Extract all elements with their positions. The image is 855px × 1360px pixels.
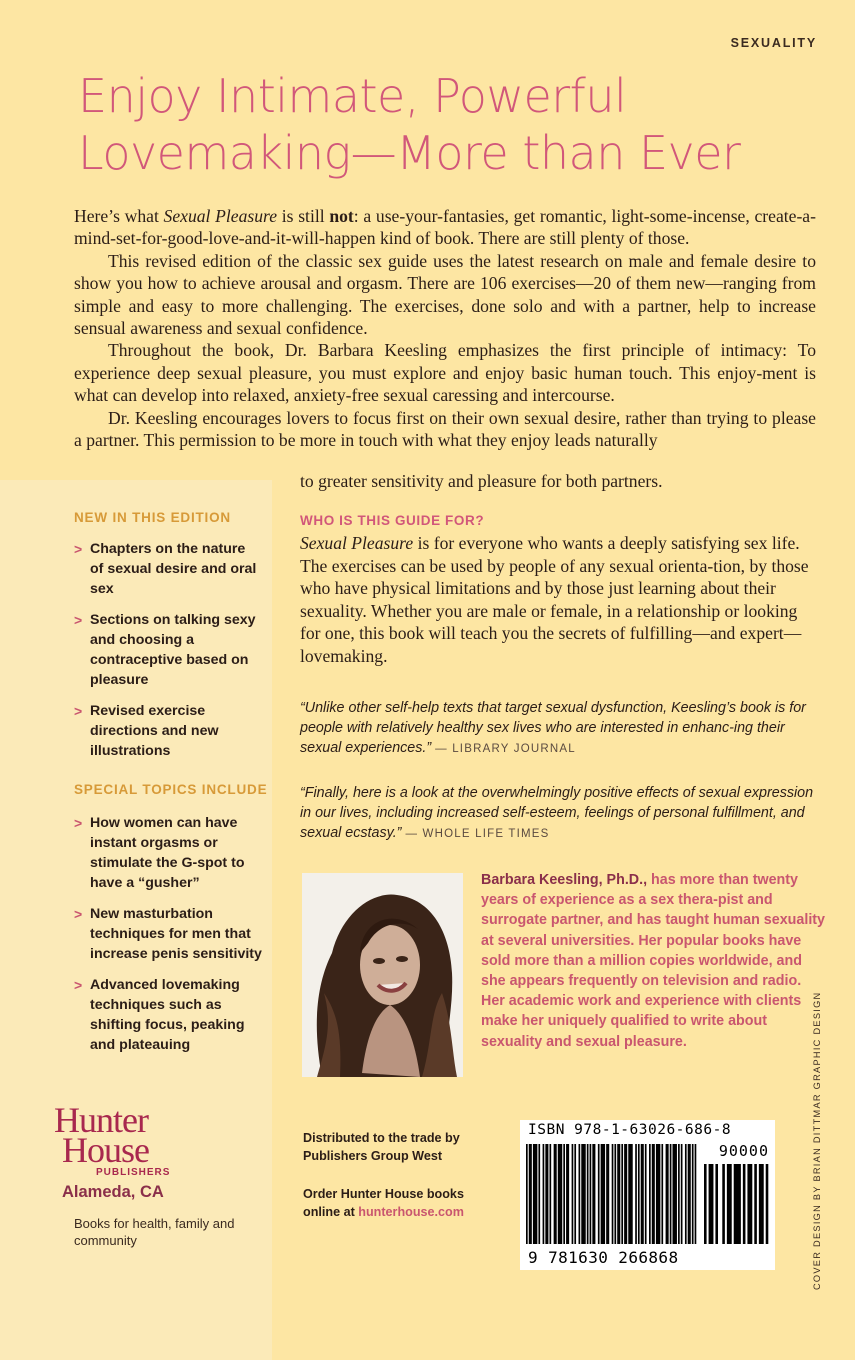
addon-bar (734, 1164, 737, 1244)
special-topics-list (74, 813, 264, 1066)
book-title: Sexual Pleasure (300, 533, 414, 553)
who-body-text: is for everyone who wants a deeply satisfying sex life. The exercises can be used by people of any sexual orienta-tion, by those who have physical limitations and by those just learning about their sexuality. Whether you are male or female, in a relationship or looking for one, this book will teach you the secrets of fulfilling—and expert—lovemaking. (300, 533, 809, 666)
intro-paragraph-3: Throughout the book, Dr. Barbara Keesling emphasizes the first principle of intimacy: To experience deep sexual pleasure, you must explore and enjoy basic human touch. This enjoy-ment is what can develop into relaxed, anxiety-free sexual caressing and intercourse. (74, 340, 816, 406)
barcode-bar (579, 1144, 581, 1244)
barcode-bar (549, 1144, 551, 1244)
list-item-text: Advanced lovemaking techniques such as shifting focus, peaking and plateauing (90, 977, 245, 1053)
addon-bar (736, 1164, 739, 1244)
barcode-bar (572, 1144, 574, 1244)
arrow-icon: > (74, 703, 83, 719)
intro-paragraph-4: Dr. Keesling encourages lovers to focus first on their own sexual desire, rather than trying to please a partner. This permission to be more in touch with what they enjoy leads naturally (74, 407, 816, 451)
barcode-bar (567, 1144, 569, 1244)
special-topics-heading: SPECIAL TOPICS INCLUDE (74, 782, 268, 797)
arrow-icon: > (74, 541, 83, 557)
barcode-bar (670, 1144, 672, 1244)
quote-source: — WHOLE LIFE TIMES (405, 828, 550, 840)
quote-whole-life-times (300, 783, 820, 844)
addon-bar (759, 1164, 762, 1244)
list-item (74, 975, 264, 1055)
barcode-bar (681, 1144, 683, 1244)
barcode-bar (685, 1144, 687, 1244)
headline-line-1: Enjoy Intimate, Powerful (78, 69, 627, 123)
barcode-bar (695, 1144, 697, 1244)
barcode-bar (621, 1144, 623, 1244)
barcode-bar (547, 1144, 549, 1244)
barcode-bar (675, 1144, 677, 1244)
order-line-1: Order Hunter House books (303, 1187, 464, 1201)
arrow-icon: > (74, 977, 83, 993)
order-line-2 (303, 1203, 503, 1221)
headline (78, 68, 838, 182)
barcode-bar (612, 1144, 614, 1244)
intro-text-b: is still (277, 206, 330, 226)
barcode-bar (555, 1144, 557, 1244)
distribution-info (303, 1129, 503, 1165)
distribution-line-2: Publishers Group West (303, 1149, 443, 1163)
list-item-text: New masturbation techniques for men that increase penis sensitivity (90, 906, 262, 962)
isbn-text: ISBN 978-1-63026-686-8 (528, 1122, 732, 1138)
list-item (74, 701, 259, 761)
barcode-block (520, 1120, 775, 1270)
logo-sub: PUBLISHERS (96, 1167, 171, 1178)
who-body (300, 532, 820, 667)
addon-bar (766, 1164, 769, 1244)
barcode-bar (638, 1144, 640, 1244)
category-label: SEXUALITY (730, 36, 817, 50)
arrow-icon: > (74, 906, 83, 922)
new-edition-heading: NEW IN THIS EDITION (74, 510, 231, 525)
barcode-bar (598, 1144, 600, 1244)
addon-bar (729, 1164, 732, 1244)
barcode-bar (649, 1144, 651, 1244)
barcode-bar (631, 1144, 633, 1244)
addon-bar (704, 1164, 707, 1244)
addon-bar (709, 1164, 712, 1244)
barcode-bar (603, 1144, 605, 1244)
author-portrait-image (302, 873, 463, 1077)
intro-paragraph-1 (74, 205, 816, 250)
barcode-bar (653, 1144, 655, 1244)
logo-line-1: Hunter (54, 1100, 148, 1140)
barcode-bar (642, 1144, 644, 1244)
addon-bar (750, 1164, 753, 1244)
list-item-text: How women can have instant orgasms or stimulate the G-spot to have a “gusher” (90, 815, 245, 891)
publisher-logo (52, 1100, 192, 1180)
barcode-bar (659, 1144, 661, 1244)
order-info (303, 1185, 503, 1221)
barcode-bar (561, 1144, 563, 1244)
publisher-city: Alameda, CA (62, 1183, 164, 1201)
order-prefix: online at (303, 1205, 359, 1219)
addon-bar (761, 1164, 764, 1244)
logo-line-2: House (62, 1130, 149, 1170)
list-item-text: Sections on talking sexy and choosing a contraceptive based on pleasure (90, 612, 256, 688)
addon-bar (715, 1164, 718, 1244)
barcode-bar (619, 1144, 621, 1244)
barcode-bar (574, 1144, 576, 1244)
barcode-bar (608, 1144, 610, 1244)
barcode-bar (590, 1144, 592, 1244)
barcode-bar (587, 1144, 589, 1244)
author-bio-text: has more than twenty years of experience as a sex thera-pist and surrogate partner, and has taught human sexuality at several universities. Her popular books have sold more than a million copies worldwide, and she appears frequently on television and radio. Her academic work and experience with clients make her uniquely qualified to write about sexuality and sexual pleasure. (481, 872, 825, 1050)
barcode-bar (689, 1144, 691, 1244)
addon-bar (722, 1164, 725, 1244)
price-code: 90000 (718, 1142, 769, 1160)
addon-bar (727, 1164, 730, 1244)
intro-paragraph-4-end: to greater sensitivity and pleasure for both partners. (300, 471, 663, 491)
barcode-bar (584, 1144, 586, 1244)
barcode-bar (661, 1144, 663, 1244)
list-item (74, 813, 264, 893)
barcode-bar (645, 1144, 647, 1244)
addon-bar (747, 1164, 750, 1244)
barcode-bar (538, 1144, 540, 1244)
new-edition-list (74, 539, 259, 772)
barcode-bar (692, 1144, 694, 1244)
addon-bar (711, 1164, 714, 1244)
barcode-bar (543, 1144, 545, 1244)
barcode-bar (536, 1144, 538, 1244)
barcode-bar (614, 1144, 616, 1244)
intro-paragraph-2: This revised edition of the classic sex guide uses the latest research on male and female desire to show you how to achieve arousal and orgasm. There are 106 exercises—20 of them new—ranging from simple and easy to more challenging. The exercises, done solo and with a partner, help to increase sensual awareness and sexual confidence. (74, 250, 816, 339)
author-bio (481, 870, 826, 1052)
addon-bar (754, 1164, 757, 1244)
barcode-bar (526, 1144, 528, 1244)
author-name: Barbara Keesling, Ph.D., (481, 872, 648, 888)
list-item (74, 539, 259, 599)
list-item (74, 904, 264, 964)
quote-source: — LIBRARY JOURNAL (435, 743, 576, 755)
quote-library-journal (300, 698, 820, 759)
cover-design-credit: COVER DESIGN BY BRIAN DITTMAR GRAPHIC DESIGN (812, 991, 822, 1290)
quote-text: “Unlike other self-help texts that target sexual dysfunction, Keesling’s book is for people with relatively healthy sex lives who are interested in enhanc-ing their sexual experiences.” (300, 700, 806, 756)
website-link[interactable]: hunterhouse.com (358, 1205, 464, 1219)
barcode-bar (626, 1144, 628, 1244)
addon-bar (738, 1164, 741, 1244)
who-heading: WHO IS THIS GUIDE FOR? (300, 513, 485, 528)
publisher-tagline: Books for health, family and community (74, 1216, 235, 1248)
barcode-bar (667, 1144, 669, 1244)
barcode-number: 9 781630 266868 (528, 1248, 679, 1267)
barcode-bar (594, 1144, 596, 1244)
arrow-icon: > (74, 815, 83, 831)
book-title: Sexual Pleasure (163, 206, 278, 226)
barcode-bar (635, 1144, 637, 1244)
headline-line-2: Lovemaking—More than Ever (78, 126, 741, 180)
intro-text-c: : a use-your-fantasies, get romantic, light-some-incense, create-a-mind-set-for-good-love-and-it-will-happen kind of book. There are still plenty of those. (74, 206, 816, 249)
barcode-bar (530, 1144, 532, 1244)
intro-text-a: Here’s what (74, 206, 164, 226)
emphasis-not: not (329, 206, 354, 226)
distribution-line-1: Distributed to the trade by (303, 1131, 460, 1145)
barcode-bar (678, 1144, 680, 1244)
barcode-bar (563, 1144, 565, 1244)
addon-bar (743, 1164, 746, 1244)
arrow-icon: > (74, 612, 83, 628)
list-item-text: Revised exercise directions and new illustrations (90, 703, 219, 759)
list-item (74, 610, 259, 690)
hunter-house-logo-icon (52, 1100, 192, 1180)
author-photo (302, 873, 463, 1077)
quote-text: “Finally, here is a look at the overwhelmingly positive effects of sexual expression in our lives, including increased self-esteem, feelings of personal fulfillment, and sexual ecstasy.” (300, 785, 814, 841)
list-item-text: Chapters on the nature of sexual desire and oral sex (90, 541, 257, 597)
intro-text (74, 205, 816, 451)
